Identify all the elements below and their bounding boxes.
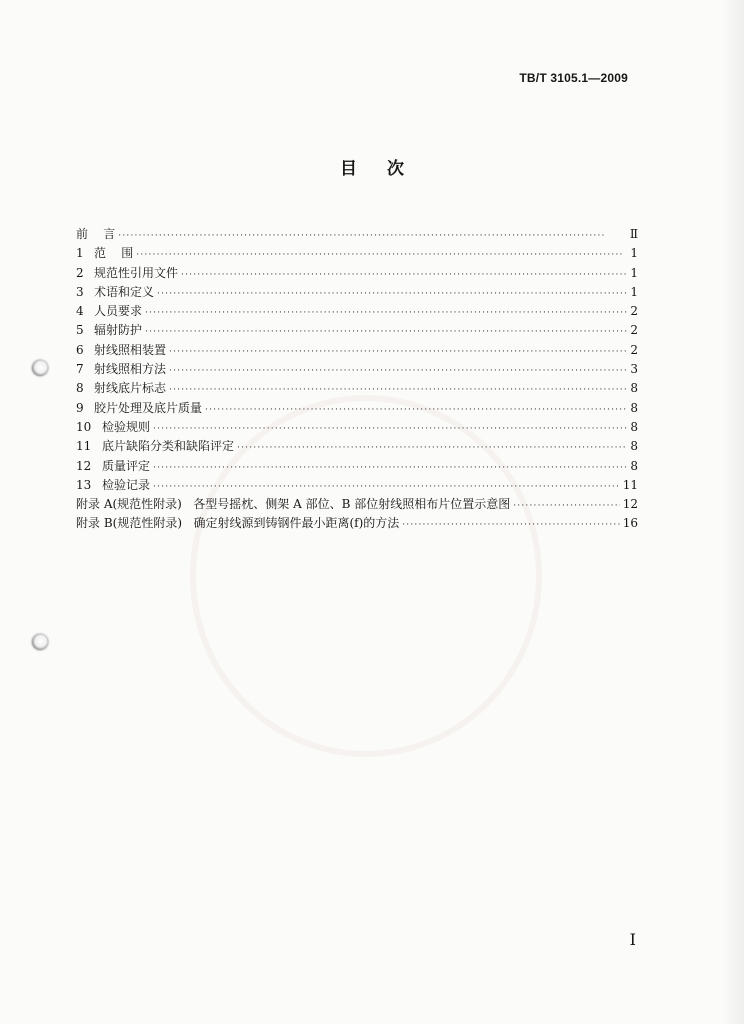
leader-dots — [169, 381, 627, 400]
leader-dots — [118, 227, 627, 246]
toc-entry-number: 5 — [76, 323, 84, 338]
toc-entry-page: 8 — [630, 458, 638, 473]
leader-dots — [169, 343, 627, 362]
toc-title-char-2: 次 — [387, 159, 404, 179]
toc-entry-appendix-a[interactable] — [76, 495, 638, 514]
toc-entry[interactable] — [76, 457, 638, 476]
toc-entry[interactable] — [76, 418, 638, 437]
toc-entry-label: 前 言 — [76, 227, 116, 241]
toc-entry-page: 8 — [630, 439, 638, 454]
toc-entry-page: 11 — [622, 477, 638, 492]
toc-entry-label: 附录 B(规范性附录) 确定射线源到铸钢件最小距离(f)的方法 — [76, 516, 400, 531]
leader-dots — [169, 362, 627, 381]
toc-entry-label: 质量评定 — [102, 458, 151, 473]
toc-entry-appendix-b[interactable] — [76, 514, 638, 533]
toc-entry[interactable] — [76, 360, 638, 379]
toc-entry-page: 8 — [630, 381, 638, 396]
leader-dots — [145, 323, 627, 342]
toc-entry-number: 11 — [76, 439, 92, 454]
toc-entry-number: 12 — [76, 458, 92, 473]
leader-dots — [402, 516, 619, 535]
toc-entry[interactable] — [76, 244, 638, 263]
toc-entry-label: 检验规则 — [102, 419, 151, 434]
toc-entry-label: 辐射防护 — [94, 323, 143, 338]
toc-entry-label: 胶片处理及底片质量 — [94, 400, 203, 415]
standard-code: TB/T 3105.1—2009 — [519, 71, 628, 85]
toc-entry-page: Ⅱ — [629, 227, 638, 241]
toc-entry-number: 8 — [76, 381, 84, 396]
leader-dots — [145, 304, 627, 323]
punch-hole-top — [32, 360, 48, 376]
toc-entry-page: 2 — [630, 304, 638, 319]
toc-entry-number: 10 — [76, 419, 92, 434]
toc-entry-foreword[interactable] — [76, 225, 638, 244]
leader-dots — [153, 459, 627, 478]
toc-entry-label: 人员要求 — [94, 304, 143, 319]
toc-entry-label: 附录 A(规范性附录) 各型号摇枕、侧架 A 部位、B 部位射线照相布片位置示意图 — [76, 497, 511, 512]
toc-entry[interactable] — [76, 399, 638, 418]
toc-entry-number: 4 — [76, 304, 84, 319]
toc-entry[interactable] — [76, 302, 638, 321]
toc-entry-label: 射线底片标志 — [94, 381, 167, 396]
toc-entry-page: 8 — [630, 419, 638, 434]
toc-entry-label: 规范性引用文件 — [94, 265, 179, 280]
toc-entry[interactable] — [76, 379, 638, 398]
toc-entry-number: 3 — [76, 284, 84, 299]
toc-entry-page: 12 — [622, 497, 638, 512]
toc-entry-number: 1 — [76, 246, 84, 261]
leader-dots — [237, 439, 627, 458]
leader-dots — [205, 401, 627, 420]
toc-entry[interactable] — [76, 437, 638, 456]
leader-dots — [136, 246, 627, 265]
toc-entry-page: 3 — [630, 362, 638, 377]
toc-entry-page: 16 — [622, 516, 638, 531]
page-number: I — [629, 930, 636, 949]
toc-entry-number: 7 — [76, 362, 84, 377]
toc-title-char-1: 目 — [340, 159, 357, 179]
leader-dots — [181, 266, 627, 285]
toc-entry-page: 1 — [630, 284, 638, 299]
table-of-contents — [76, 225, 638, 534]
toc-entry-page: 1 — [630, 265, 638, 280]
leader-dots — [513, 497, 620, 516]
toc-entry-page: 1 — [630, 246, 638, 261]
toc-entry[interactable] — [76, 321, 638, 340]
toc-entry[interactable] — [76, 341, 638, 360]
toc-entry[interactable] — [76, 283, 638, 302]
toc-entry-page: 8 — [630, 400, 638, 415]
toc-entry-page: 2 — [630, 323, 638, 338]
toc-entry-label: 射线照相装置 — [94, 342, 167, 357]
toc-entry[interactable] — [76, 264, 638, 283]
toc-entry-number: 13 — [76, 477, 92, 492]
toc-entry-label: 范 围 — [94, 246, 134, 261]
leader-dots — [157, 285, 627, 304]
toc-entry-number: 9 — [76, 400, 84, 415]
toc-entry-label: 底片缺陷分类和缺陷评定 — [102, 439, 235, 454]
toc-entry-label: 射线照相方法 — [94, 362, 167, 377]
punch-hole-bottom — [32, 634, 48, 650]
toc-entry-label: 检验记录 — [102, 477, 151, 492]
toc-title — [0, 154, 744, 179]
toc-entry[interactable] — [76, 476, 638, 495]
toc-entry-page: 2 — [630, 342, 638, 357]
toc-entry-number: 6 — [76, 342, 84, 357]
toc-entry-number: 2 — [76, 265, 84, 280]
toc-entry-label: 术语和定义 — [94, 284, 155, 299]
